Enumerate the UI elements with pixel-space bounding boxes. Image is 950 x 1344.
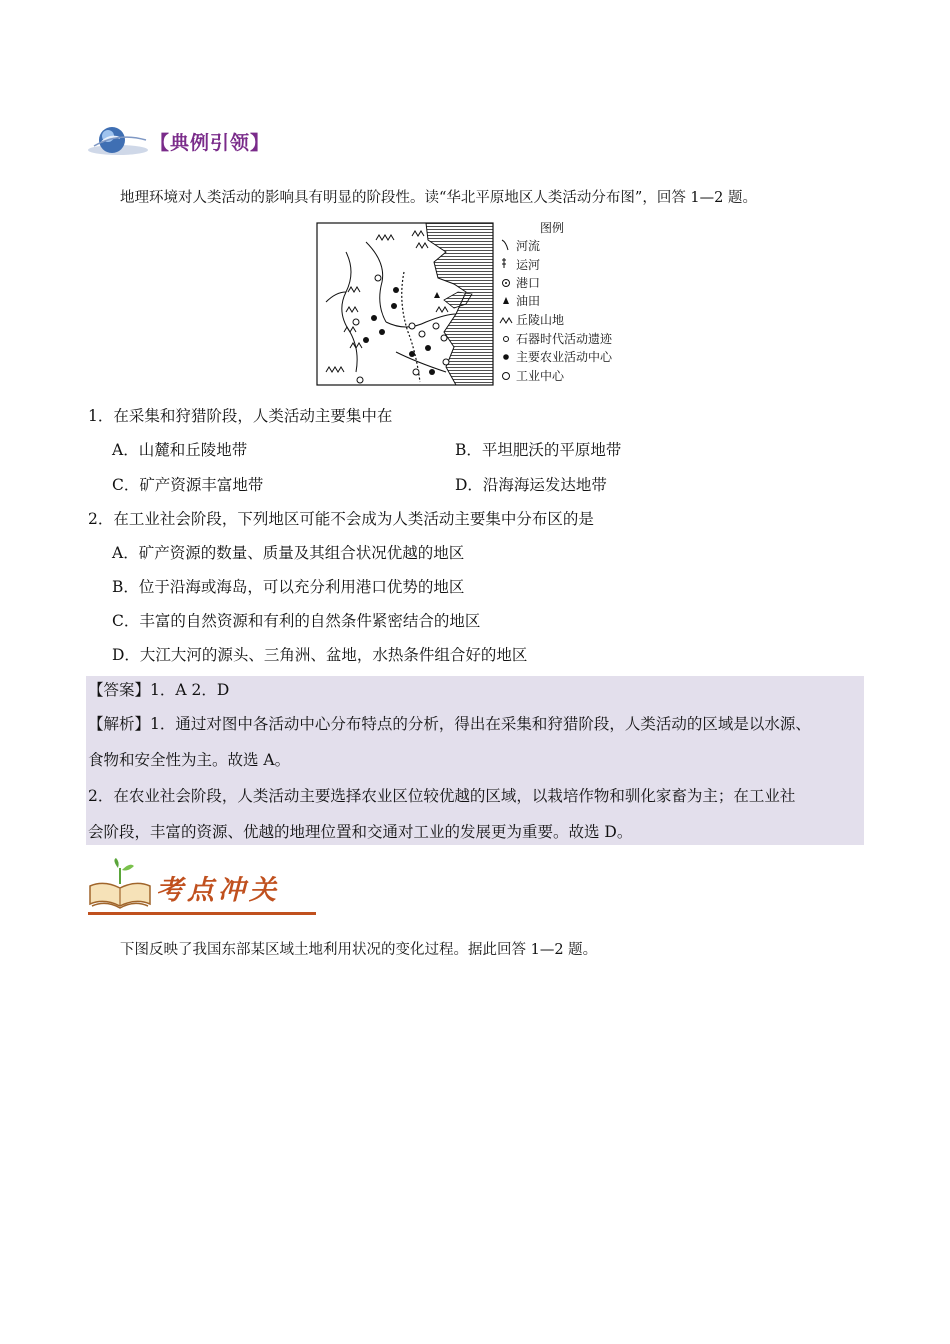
q2-option-d: D．大江大河的源头、三角洲、盆地，水热条件组合好的地区	[112, 646, 528, 664]
section2-intro: 下图反映了我国东部某区域土地利用状况的变化过程。据此回答 1—2 题。	[120, 942, 598, 958]
analysis-1b: 食物和安全性为主。故选 A。	[88, 751, 291, 769]
q1-option-a: A．山麓和丘陵地带	[112, 441, 248, 459]
legend-industry: 工业中心	[516, 369, 565, 383]
legend-port: 港口	[516, 276, 541, 290]
analysis-2b: 会阶段，丰富的资源、优越的地理位置和交通对工业的发展更为重要。故选 D。	[88, 823, 633, 841]
q2-option-c: C．丰富的自然资源和有利的自然条件紧密结合的地区	[112, 612, 481, 630]
map-legend	[500, 222, 613, 383]
q2-stem: 2．在工业社会阶段，下列地区可能不会成为人类活动主要集中分布区的是	[88, 510, 594, 528]
intro-text: 地理环境对人类活动的影响具有明显的阶段性。读“华北平原地区人类活动分布图”，回答 1—2 题。	[120, 190, 757, 206]
section-title-dianli: 【典例引领】	[150, 132, 271, 154]
legend-title: 图例	[540, 222, 565, 235]
globe-logo-icon	[88, 124, 150, 158]
section-underline	[88, 912, 316, 915]
q1-stem: 1．在采集和狩猎阶段，人类活动主要集中在	[88, 407, 393, 425]
north-china-plain-map	[316, 222, 632, 386]
legend-river: 河流	[516, 239, 541, 253]
map-svg	[316, 222, 632, 386]
q1-option-b: B．平坦肥沃的平原地带	[455, 441, 622, 459]
section-title-kaodian: 考点冲关	[156, 875, 280, 906]
legend-oilfield: 油田	[516, 294, 541, 308]
q2-option-b: B．位于沿海或海岛，可以充分利用港口优势的地区	[112, 578, 465, 596]
q2-option-a: A．矿产资源的数量、质量及其组合状况优越的地区	[112, 544, 465, 562]
legend-hills: 丘陵山地	[516, 313, 565, 327]
answer-line: 【答案】1．A 2．D	[88, 681, 230, 699]
q1-option-c: C．矿产资源丰富地带	[112, 476, 264, 494]
open-book-icon	[88, 858, 152, 914]
legend-stone-age: 石器时代活动遗迹	[516, 332, 613, 346]
legend-canal: 运河	[516, 258, 541, 272]
analysis-1a: 【解析】1．通过对图中各活动中心分布特点的分析，得出在采集和狩猎阶段，人类活动的区域是以水源、	[88, 715, 811, 733]
q1-option-d: D．沿海海运发达地带	[455, 476, 607, 494]
legend-agri: 主要农业活动中心	[516, 350, 613, 364]
analysis-2a: 2．在农业社会阶段，人类活动主要选择农业区位较优越的区域，以栽培作物和驯化家畜为主；在工业社	[88, 787, 796, 805]
